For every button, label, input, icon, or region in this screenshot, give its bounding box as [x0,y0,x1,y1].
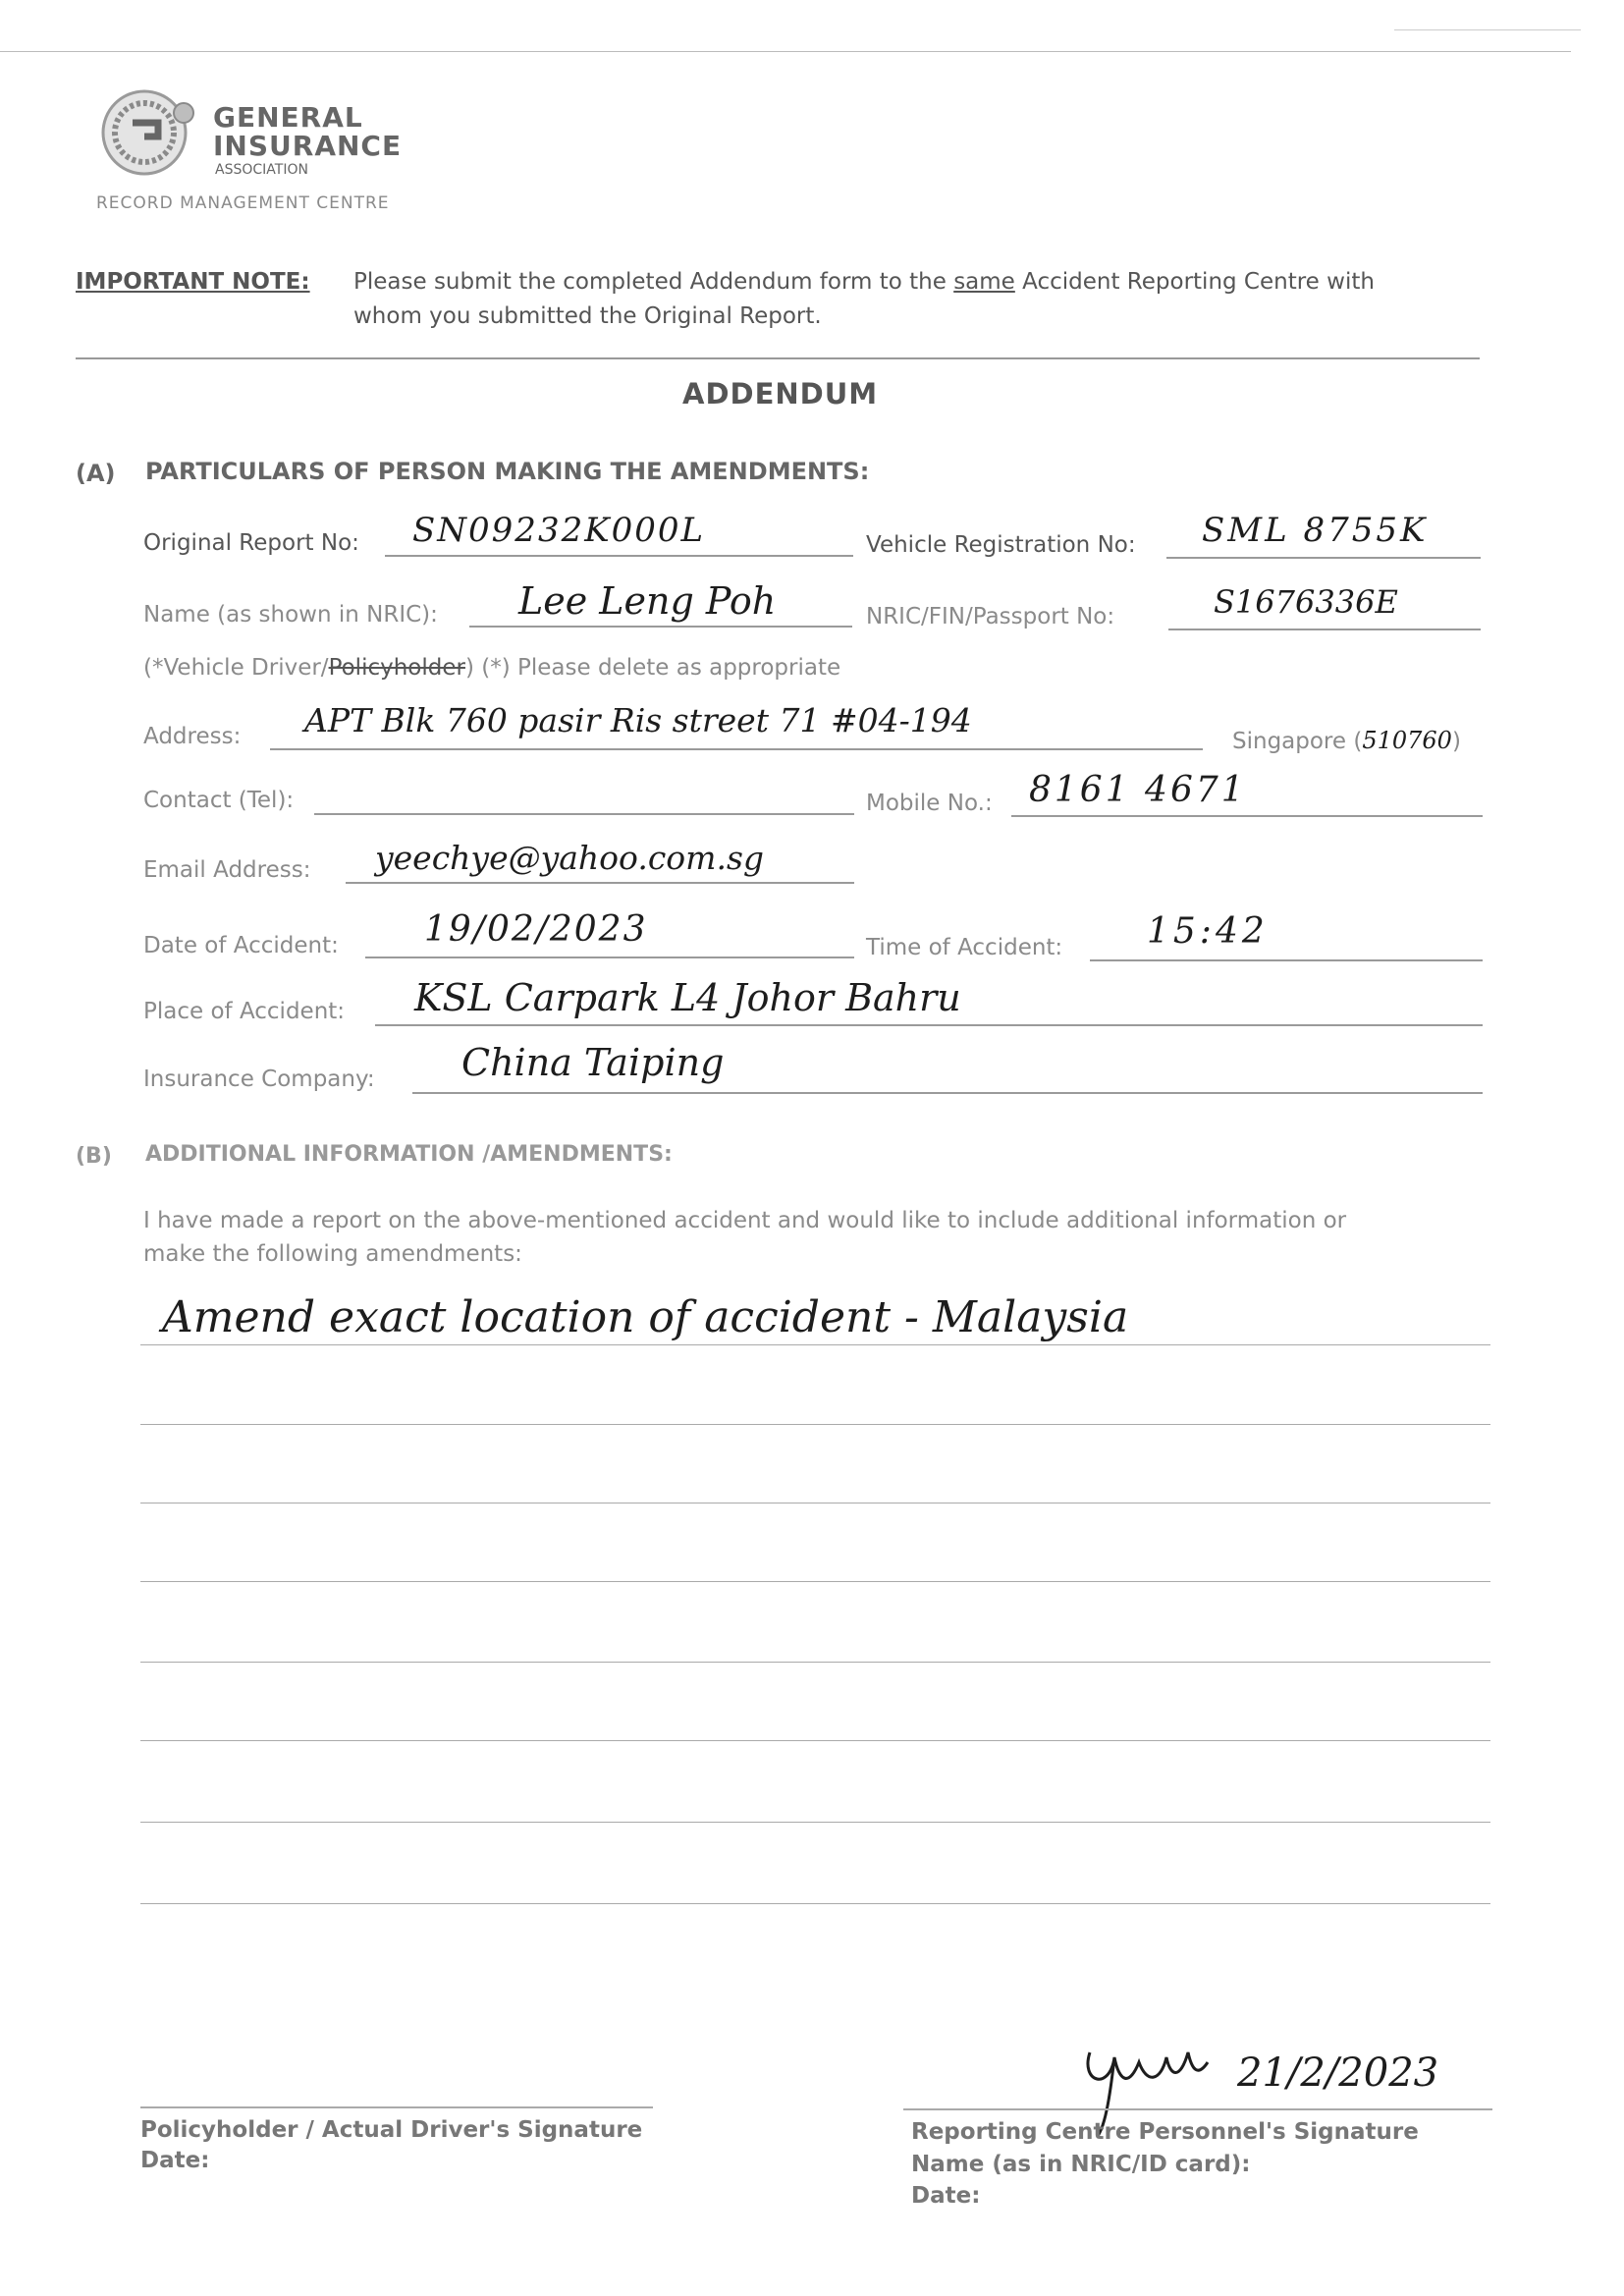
address-label: Address: [143,724,242,749]
role-text-b: ) (*) Please delete as appropriate [464,655,841,681]
top-border-line [0,51,1571,52]
logo [93,83,417,221]
note-text-b: Accident Reporting Centre with [1022,269,1375,295]
email-field-line [346,882,854,884]
section-a-title: PARTICULARS OF PERSON MAKING THE AMENDMENTS: [145,458,870,485]
form-title: ADDENDUM [682,377,879,410]
singapore-text: Singapore ( [1232,729,1363,754]
section-b-title: ADDITIONAL INFORMATION /AMENDMENTS: [145,1142,673,1167]
personnel-signature-label: Reporting Centre Personnel's Signature [911,2119,1419,2145]
time-of-accident-field[interactable]: 15:42 [1147,911,1269,952]
nric-label: NRIC/FIN/Passport No: [866,604,1115,629]
date-of-accident-label: Date of Accident: [143,933,339,958]
driver-signature-line [140,2106,653,2108]
amendment-line-6 [140,1740,1490,1741]
driver-date-label: Date: [140,2148,210,2173]
amendment-line-1 [140,1344,1490,1345]
role-selection-text [143,655,840,681]
postal-code-field[interactable]: 510760 [1362,727,1452,754]
place-of-accident-field[interactable]: KSL Carpark L4 Johor Bahru [414,976,961,1019]
time-of-accident-field-line [1090,959,1483,961]
amendment-line-4 [140,1581,1490,1582]
role-text-struck: Policyholder [328,655,465,681]
name-field[interactable]: Lee Leng Poh [518,579,777,623]
important-note-text [353,269,1483,295]
place-of-accident-field-line [375,1024,1483,1026]
note-text-a: Please submit the completed Addendum form to the [353,269,947,295]
important-note-label: IMPORTANT NOTE: [76,269,310,295]
role-text-a: (*Vehicle Driver/ [143,655,329,681]
place-of-accident-label: Place of Accident: [143,999,346,1024]
top-right-mark [1394,29,1581,30]
logo-subtitle: RECORD MANAGEMENT CENTRE [96,193,390,213]
nric-field-line [1168,629,1481,630]
insurance-company-field[interactable]: China Taiping [461,1041,725,1084]
amendment-line-5 [140,1662,1490,1663]
vehicle-registration-field[interactable]: SML 8755K [1202,511,1429,550]
section-b-intro-line2: make the following amendments: [143,1241,522,1267]
logo-emblem-icon [93,83,211,182]
section-a-marker: (A) [76,460,116,487]
original-report-field[interactable]: SN09232K000L [412,511,706,550]
name-field-line [469,626,852,628]
singapore-label [1232,727,1461,754]
note-text-c: whom you submitted the Original Report. [353,303,822,329]
amendment-text-field[interactable]: Amend exact location of accident - Malaysia [162,1292,1129,1342]
email-label: Email Address: [143,857,311,883]
personnel-signature-line [903,2108,1492,2110]
insurance-company-label: Insurance Company: [143,1066,375,1092]
logo-text-association: ASSOCIATION [215,162,308,178]
section-b-marker: (B) [76,1144,112,1169]
driver-signature-label: Policyholder / Actual Driver's Signature [140,2117,643,2143]
vehicle-registration-label: Vehicle Registration No: [866,532,1136,558]
logo-text-insurance: INSURANCE [213,130,403,162]
email-field[interactable]: yeechye@yahoo.com.sg [375,839,765,877]
date-of-accident-field[interactable]: 19/02/2023 [424,909,648,950]
mobile-field-line [1011,815,1483,817]
contact-tel-label: Contact (Tel): [143,788,295,813]
note-divider [76,357,1480,359]
mobile-field[interactable]: 8161 4671 [1029,770,1247,810]
personnel-signature-date: 21/2/2023 [1237,2050,1439,2096]
personnel-name-label: Name (as in NRIC/ID card): [911,2152,1251,2177]
original-report-field-line [385,555,853,557]
time-of-accident-label: Time of Accident: [866,935,1063,960]
section-b-intro-line1: I have made a report on the above-mentioned accident and would like to include additional information or [143,1208,1347,1233]
contact-tel-field-line [314,813,854,815]
personnel-date-label: Date: [911,2183,981,2209]
amendment-line-2 [140,1424,1490,1425]
date-of-accident-field-line [365,957,854,958]
singapore-close: ) [1451,729,1461,754]
insurance-company-field-line [412,1092,1483,1094]
address-field-line [270,748,1203,750]
amendment-line-7 [140,1822,1490,1823]
mobile-label: Mobile No.: [866,791,993,816]
note-text-same: same [953,269,1015,295]
original-report-label: Original Report No: [143,530,359,556]
name-label: Name (as shown in NRIC): [143,602,438,628]
logo-text-general: GENERAL [213,101,363,134]
address-field[interactable]: APT Blk 760 pasir Ris street 71 #04-194 [304,701,972,739]
amendment-line-8 [140,1903,1490,1904]
nric-field[interactable]: S1676336E [1214,583,1398,621]
vehicle-registration-field-line [1166,557,1481,559]
